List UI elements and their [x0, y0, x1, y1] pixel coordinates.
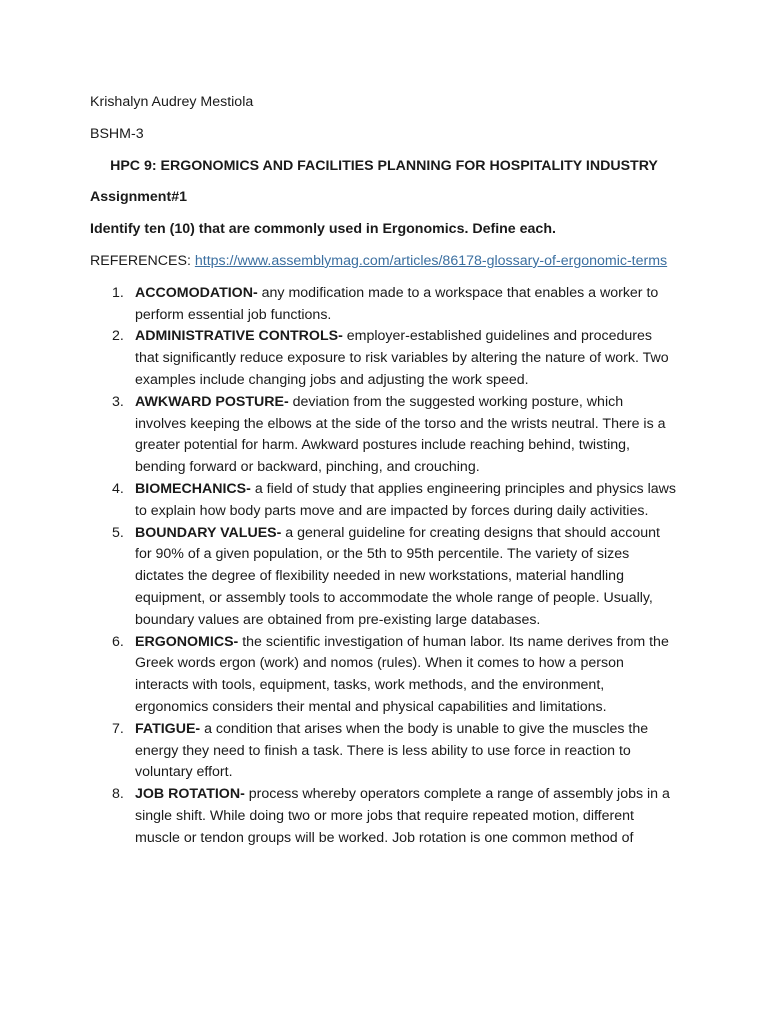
item-definition: any modification made to a workspace that enables a worker to perform essential job functions.: [135, 284, 659, 323]
item-number: 4.: [112, 480, 124, 497]
item-number: 7.: [112, 720, 124, 737]
item-number: 6.: [112, 633, 124, 650]
list-item: [90, 784, 678, 849]
item-definition: the scientific investigation of human labor. Its name derives from the Greek words ergon (work) and nomos (rules). When it comes to how a person interacts with tools, equipment, tasks, work methods, and the environment, ergonomics considers their mental and physical capabilities and limitations.: [135, 633, 669, 715]
section-label: BSHM-3: [90, 125, 144, 142]
item-definition: process whereby operators complete a range of assembly jobs in a single shift. While doing two or more jobs that require repeated motion, different muscle or tendon groups will be worked. Job rotation is one common method of: [135, 786, 670, 846]
item-definition: a general guideline for creating designs that should account for 90% of a given population, or the 5th to 95th percentile. The variety of sizes dictates the degree of flexibility needed in new workstations, material handling equipment, or assembly tools to accommodate the whole range of people. Usually, boundary values are obtained from pre-existing large databases.: [135, 524, 660, 628]
references-label: REFERENCES:: [90, 252, 195, 269]
item-term: FATIGUE-: [135, 720, 201, 737]
item-number: 5.: [112, 524, 124, 541]
item-number: 3.: [112, 393, 124, 410]
list-item: [90, 719, 678, 784]
definitions-list: [90, 283, 678, 850]
list-item: [90, 632, 678, 719]
item-term: AWKWARD POSTURE-: [135, 393, 289, 410]
item-number: 2.: [112, 328, 124, 345]
reference-link[interactable]: https://www.assemblymag.com/articles/86178-glossary-of-ergonomic-terms: [194, 252, 668, 269]
instruction-text: Identify ten (10) that are commonly used in Ergonomics. Define each.: [90, 221, 556, 238]
item-term: JOB ROTATION-: [135, 786, 245, 803]
item-number: 8.: [112, 786, 124, 803]
item-term: BOUNDARY VALUES-: [135, 524, 282, 541]
item-definition: a field of study that applies engineering principles and physics laws to explain how body parts move and are impacted by forces during daily activities.: [135, 480, 676, 519]
document-page: [90, 92, 678, 850]
item-number: 1.: [112, 284, 124, 301]
item-definition: a condition that arises when the body is unable to give the muscles the energy they need to finish a task. There is less ability to use force in reaction to voluntary effort.: [135, 720, 649, 781]
item-term: ADMINISTRATIVE CONTROLS-: [135, 328, 343, 345]
item-term: ERGONOMICS-: [135, 633, 239, 650]
item-term: ACCOMODATION-: [135, 284, 258, 301]
list-item: [90, 283, 678, 327]
course-title: HPC 9: ERGONOMICS AND FACILITIES PLANNING FOR HOSPITALITY INDUSTRY: [110, 157, 658, 174]
list-item: [90, 392, 678, 479]
assignment-heading: Assignment#1: [90, 189, 187, 206]
references-line: [90, 251, 678, 273]
item-definition: employer-established guidelines and procedures that significantly reduce exposure to risk variables by altering the nature of work. Two examples include changing jobs and adjusting the work speed.: [135, 328, 669, 388]
item-definition: deviation from the suggested working posture, which involves keeping the elbows at the side of the torso and the wrists neutral. There is a greater potential for harm. Awkward postures include reaching behind, twisting, bending forward or backward, pinching, and crouching.: [135, 393, 666, 476]
author-name: Krishalyn Audrey Mestiola: [90, 94, 254, 110]
list-item: [90, 523, 678, 632]
list-item: [90, 479, 678, 523]
list-item: [90, 326, 678, 391]
item-term: BIOMECHANICS-: [135, 480, 251, 497]
